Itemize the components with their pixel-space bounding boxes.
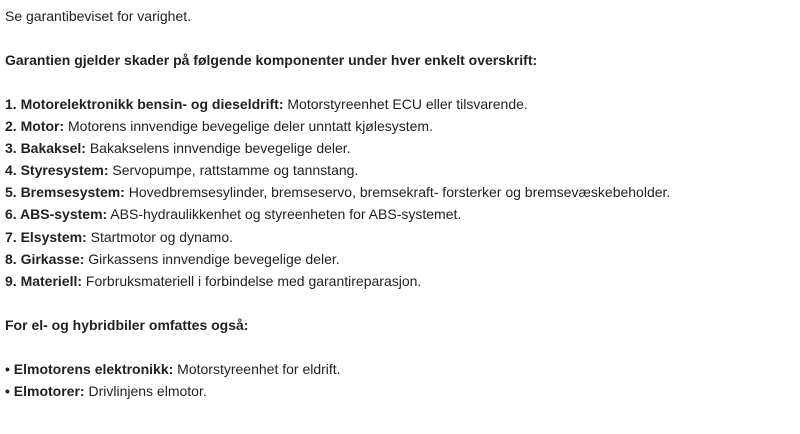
item-label: 3. Bakaksel:	[5, 140, 86, 156]
item-label: 2. Motor:	[5, 118, 65, 134]
item-label: 7. Elsystem:	[5, 229, 87, 245]
list-item	[5, 251, 340, 267]
item-label: • Elmotorer:	[5, 383, 85, 399]
intro-text: Se garantibeviset for varighet.	[5, 8, 191, 24]
item-text: Bakakselens innvendige bevegelige deler.	[85, 140, 351, 156]
components-heading: Garantien gjelder skader på følgende komponenter under hver enkelt overskrift:	[5, 52, 538, 68]
ev-heading: For el- og hybridbiler omfattes også:	[5, 317, 249, 333]
list-item	[5, 361, 341, 377]
list-item	[5, 162, 358, 178]
list-item	[5, 96, 528, 112]
item-text: Motorstyreenhet for eldrift.	[173, 361, 341, 377]
list-item	[5, 140, 351, 156]
list-item	[5, 206, 461, 222]
item-text: Drivlinjens elmotor.	[84, 383, 207, 399]
list-item	[5, 383, 207, 399]
item-text: Motorens innvendige bevegelige deler unntatt kjølesystem.	[64, 118, 433, 134]
item-label: 9. Materiell:	[5, 273, 83, 289]
item-label: 5. Bremsesystem:	[5, 184, 125, 200]
item-text: Startmotor og dynamo.	[86, 229, 234, 245]
list-item	[5, 229, 233, 245]
item-label: 6. ABS-system:	[5, 206, 108, 222]
item-label: 8. Girkasse:	[5, 251, 85, 267]
item-label: • Elmotorens elektronikk:	[5, 361, 174, 377]
item-text: Girkassens innvendige bevegelige deler.	[84, 251, 340, 267]
list-item	[5, 273, 421, 289]
item-label: 4. Styresystem:	[5, 162, 109, 178]
list-item	[5, 118, 433, 134]
item-text: Forbruksmateriell i forbindelse med garantireparasjon.	[82, 273, 422, 289]
item-label: 1. Motorelektronikk bensin- og dieseldrift:	[5, 96, 284, 112]
item-text: Hovedbremsesylinder, bremseservo, bremsekraft- forsterker og bremsevæskebeholder.	[124, 184, 671, 200]
item-text: Servopumpe, rattstamme og tannstang.	[108, 162, 359, 178]
item-text: ABS-hydraulikkenhet og styreenheten for ABS-systemet.	[107, 206, 462, 222]
list-item	[5, 184, 670, 200]
item-text: Motorstyreenhet ECU eller tilsvarende.	[283, 96, 528, 112]
